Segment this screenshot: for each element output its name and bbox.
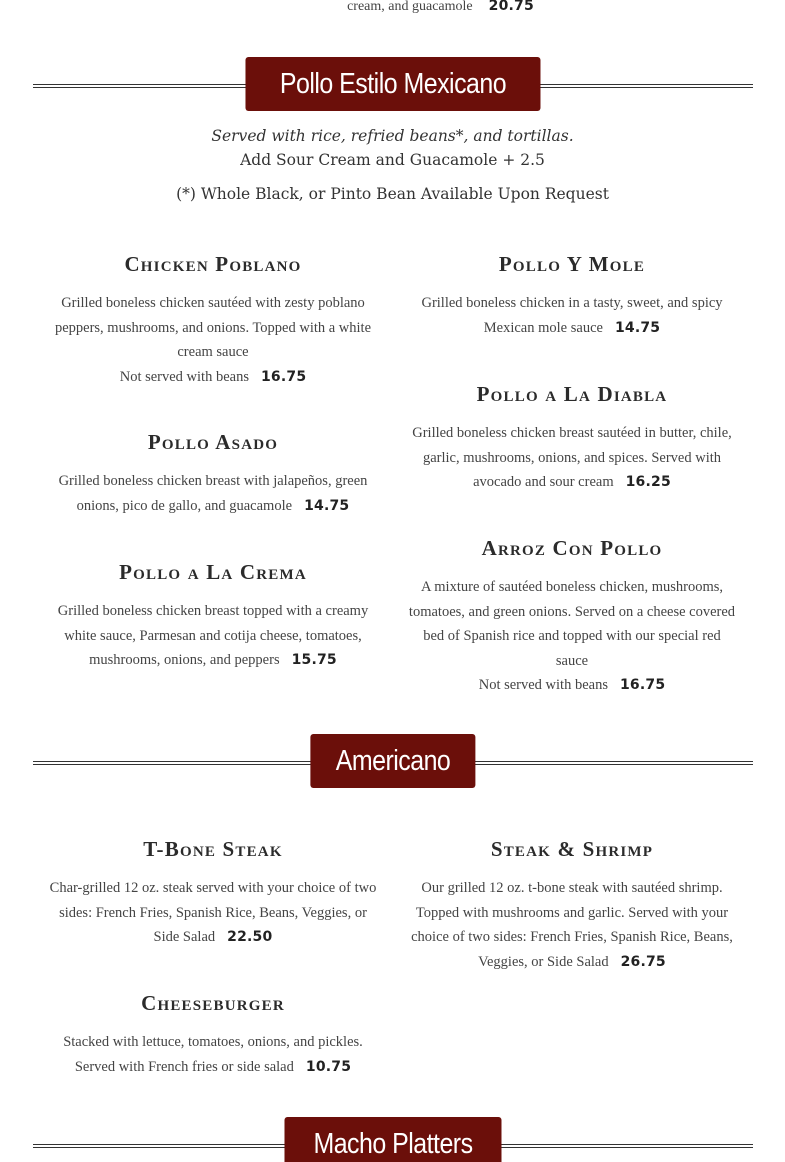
item-name: T-Bone Steak [143,837,283,861]
intro-served-with: Served with rice, refried beans*, and tortillas. [211,127,574,145]
menu-item-t-bone-steak [48,837,378,950]
intro-add-on: Add Sour Cream and Guacamole + 2.5 [240,151,545,169]
item-description [48,876,378,950]
item-name: Pollo a La Diabla [476,382,668,406]
section-header-macho-platters [33,1117,753,1162]
item-description [48,1030,378,1079]
item-price: 10.75 [305,1058,352,1075]
item-description [407,421,737,495]
menu-item-cheeseburger [48,991,378,1079]
item-price: 14.75 [614,319,661,336]
item-name: Arroz Con Pollo [481,536,663,560]
menu-item-chicken-poblano [48,252,378,389]
menu-item-pollo-a-la-diabla [407,382,737,495]
menu-item-arroz-con-pollo [407,536,737,698]
item-description-text: Char-grilled 12 oz. steak served with your choice of two sides: French Fries, Spanish Rice, Beans, Veggies, or Side Salad [49,880,377,945]
item-footer [48,365,378,390]
item-description-text: Stacked with lettuce, tomatoes, onions, and pickles. Served with French fries or side salad [63,1034,363,1075]
section-title: Americano [335,745,451,777]
section-title-banner [310,734,475,788]
previous-item-tail [0,0,785,15]
item-description [407,291,737,340]
intro-bean-note: (*) Whole Black, or Pinto Bean Available Upon Request [176,185,609,203]
item-description-text: Our grilled 12 oz. t-bone steak with sautéed shrimp. Topped with mushrooms and garlic. Served with your choice of two sides: French Fries, Spanish Rice, Beans, Veggies, or Side Salad [411,880,733,970]
item-price: 22.50 [227,929,273,945]
section-title: Pollo Estilo Mexicano [279,68,507,100]
item-price: 16.75 [619,677,666,693]
item-price: 26.75 [620,953,666,970]
item-name: Cheeseburger [141,991,285,1015]
item-description: Grilled boneless chicken sautéed with zesty poblano peppers, mushrooms, and onions. Topped with a white cream sauce [54,295,372,360]
item-description-text: Grilled boneless chicken breast with jalapeños, green onions, pico de gallo, and guacamole [58,473,368,514]
item-footer [407,673,737,698]
menu-item-pollo-y-mole [407,252,737,340]
menu-item-pollo-asado [48,430,378,518]
item-price: 14.75 [304,497,350,514]
section-title: Macho Platters [313,1128,473,1160]
item-description [48,469,378,518]
item-note: Not served with beans [478,677,608,693]
section-header-pollo [33,57,753,113]
item-price: 16.75 [260,368,307,385]
item-price: 15.75 [291,652,337,668]
menu-item-steak-and-shrimp [402,837,742,974]
item-description [402,876,742,974]
item-name: Pollo a La Crema [119,560,307,584]
previous-item-price: 20.75 [488,0,534,14]
item-description: A mixture of sautéed boneless chicken, mushrooms, tomatoes, and green onions. Served on a cheese covered bed of Spanish rice and topped with our special red sauce [408,579,736,669]
item-description-text: Grilled boneless chicken in a tasty, sweet, and spicy Mexican mole sauce [421,295,723,336]
item-note: Not served with beans [119,368,249,385]
item-name: Steak & Shrimp [490,837,654,861]
item-name: Chicken Poblano [124,252,302,276]
item-name: Pollo Asado [147,430,279,454]
section-title-banner [284,1117,501,1162]
item-description-text: Grilled boneless chicken breast sautéed in butter, chile, garlic, mushrooms, onions, and spices. Served with avocado and sour cream [412,425,732,490]
menu-item-pollo-a-la-crema [48,560,378,673]
item-description-text: Grilled boneless chicken breast topped with a creamy white sauce, Parmesan and cotija cheese, tomatoes, mushrooms, onions, and peppers [57,603,369,668]
previous-item-description: cream, and guacamole [347,0,473,14]
item-description [48,599,378,673]
section-title-banner [245,57,540,111]
item-name: Pollo Y Mole [498,252,646,276]
item-price: 16.25 [625,474,671,490]
section-header-americano [33,734,753,790]
